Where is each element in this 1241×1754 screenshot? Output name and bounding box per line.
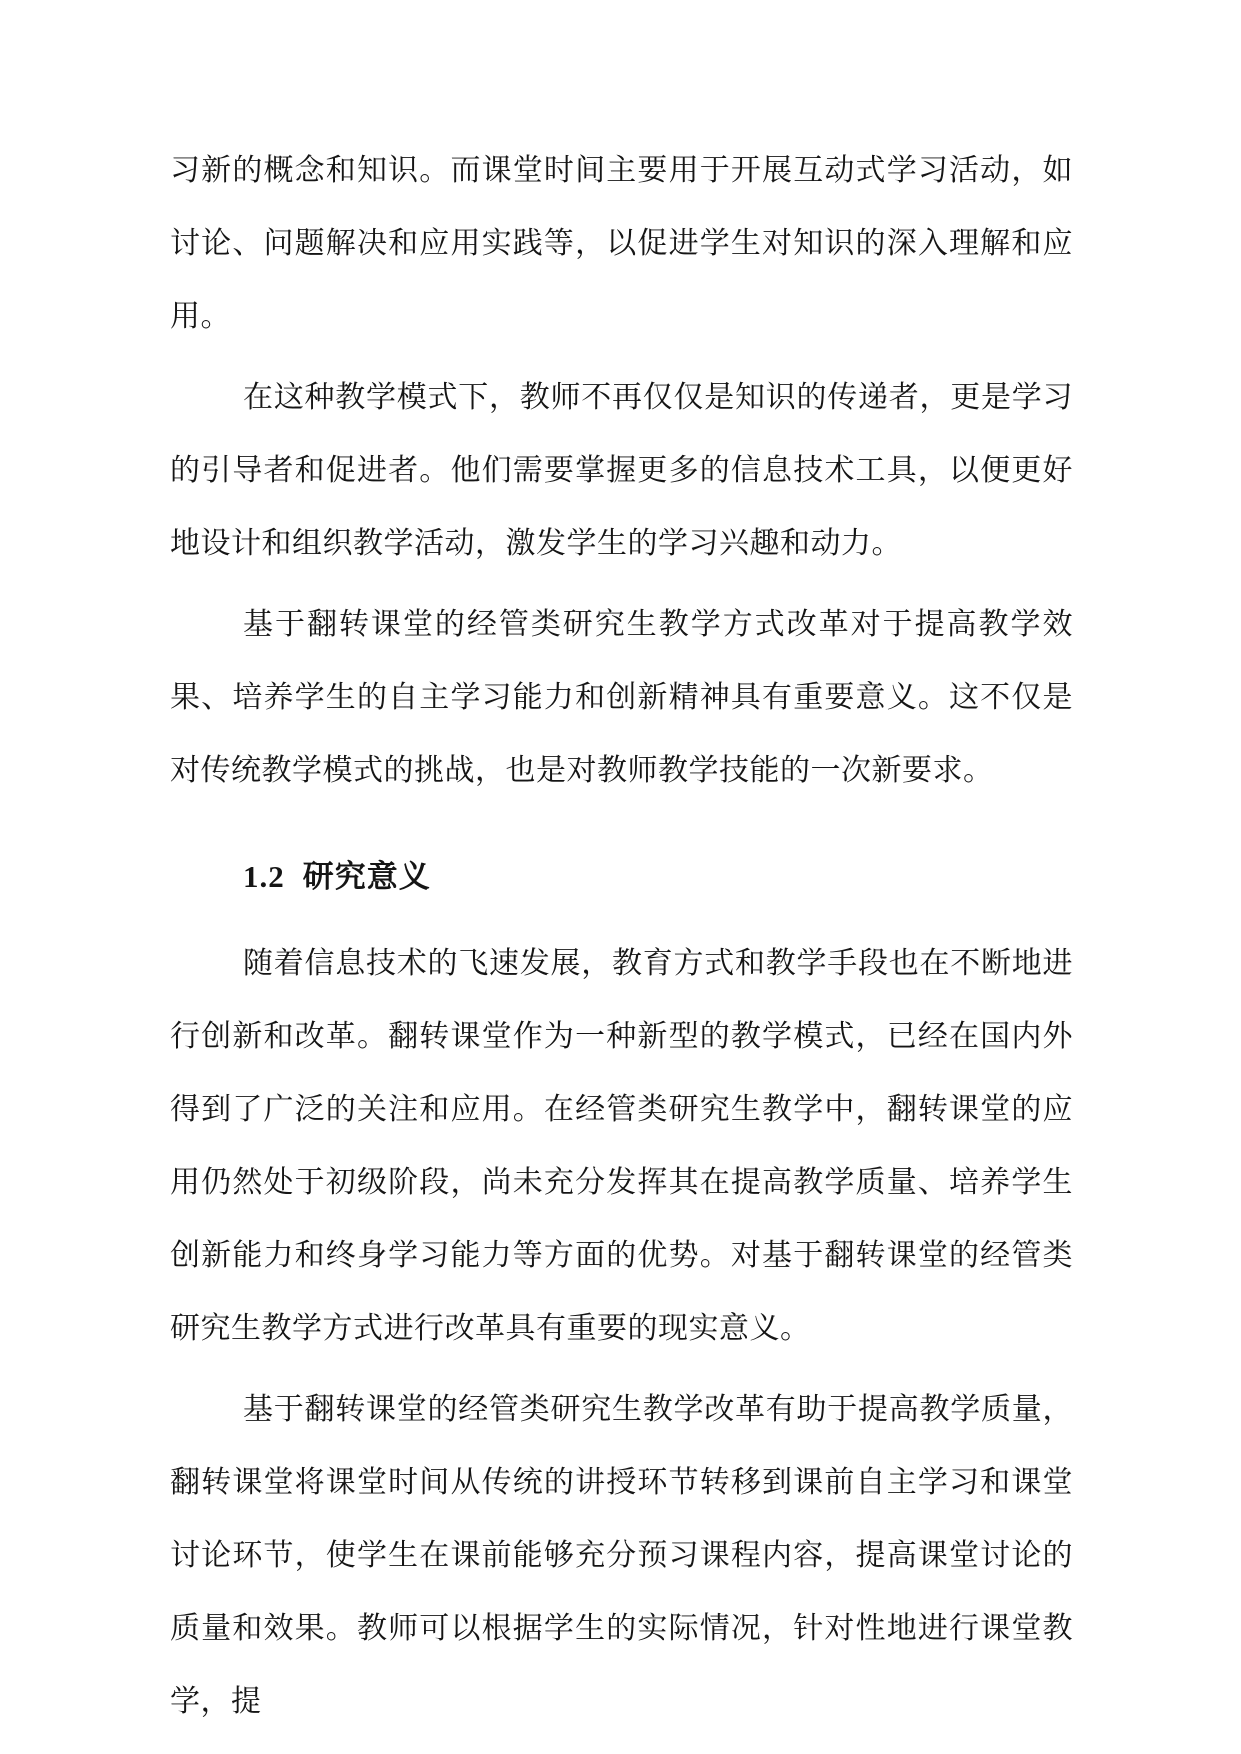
paragraph: 随着信息技术的飞速发展，教育方式和教学手段也在不断地进行创新和改革。翻转课堂作为一种新型的教学模式，已经在国内外得到了广泛的关注和应用。在经管类研究生教学中，翻转课堂的应用仍然处于初级阶段，尚未充分发挥其在提高教学质量、培养学生创新能力和终身学习能力等方面的优势。对基于翻转课堂的经管类研究生教学方式进行改革具有重要的现实意义。 — [170, 947, 1073, 1345]
section-heading-title: 研究意义 — [302, 859, 431, 894]
section-heading-number: 1.2 — [243, 859, 285, 894]
paragraph: 基于翻转课堂的经管类研究生教学改革有助于提高教学质量，翻转课堂将课堂时间从传统的讲授环节转移到课前自主学习和课堂讨论环节，使学生在课前能够充分预习课程内容，提高课堂讨论的质量和效果。教师可以根据学生的实际情况，针对性地进行课堂教学，提 — [170, 1393, 1073, 1718]
paragraph-continuation: 习新的概念和知识。而课堂时间主要用于开展互动式学习活动，如讨论、问题解决和应用实践等，以促进学生对知识的深入理解和应用。 — [170, 154, 1073, 333]
paragraph: 基于翻转课堂的经管类研究生教学方式改革对于提高教学效果、培养学生的自主学习能力和创新精神具有重要意义。这不仅是对传统教学模式的挑战，也是对教师教学技能的一次新要求。 — [170, 608, 1073, 787]
section-heading — [170, 855, 1073, 899]
document-text-body — [170, 134, 1073, 1746]
paragraph: 在这种教学模式下，教师不再仅仅是知识的传递者，更是学习的引导者和促进者。他们需要掌握更多的信息技术工具，以便更好地设计和组织教学活动，激发学生的学习兴趣和动力。 — [170, 381, 1073, 560]
